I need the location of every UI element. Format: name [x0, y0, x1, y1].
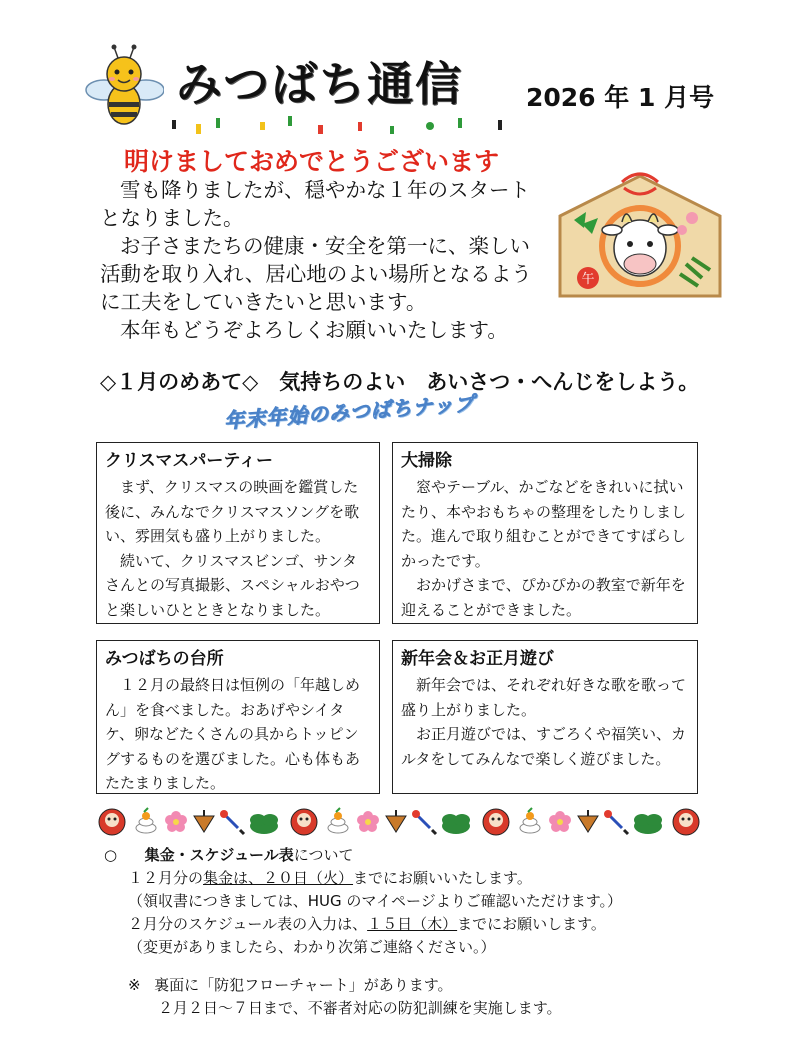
card-text: 新年会では、それぞれ好きな歌を歌って盛り上がりました。: [401, 676, 687, 719]
confetti-decoration: [168, 112, 518, 136]
card-new-year-games: [392, 640, 698, 794]
card-title: 新年会＆お正月遊び: [401, 649, 554, 669]
notice-line-1: [128, 867, 532, 890]
notice-text: までにお願いいたします。: [353, 869, 532, 887]
greeting-heading: 明けましておめでとうございます: [124, 147, 500, 176]
notice-line-4: （変更がありましたら、わかり次第ご連絡ください。）: [128, 938, 496, 956]
issue-label: 2026 年 1 月号: [526, 83, 715, 112]
card-title: クリスマスパーティー: [105, 451, 273, 471]
notice-title: 集金・スケジュール表: [144, 846, 294, 864]
greeting-text-2: お子さまたちの健康・安全を第一に、楽しい活動を取り入れ、居心地のよい場所となるように工夫をしていきたいと思います。: [100, 234, 532, 314]
note-text-1: 裏面に「防犯フローチャート」があります。: [154, 976, 453, 994]
ema-label: 午: [581, 272, 595, 287]
card-kitchen: [96, 640, 380, 794]
greeting-text-3: 本年もどうぞよろしくお願いいたします。: [120, 318, 508, 342]
schedule-deadline: １５日（木）: [367, 915, 458, 933]
notice-line-3: [128, 913, 606, 936]
bullet-icon: ○: [104, 846, 118, 864]
monthly-goal: ◇１月のめあて◇ 気持ちのよい あいさつ・へんじをしよう。: [100, 370, 700, 394]
card-big-cleaning: [392, 442, 698, 624]
card-christmas-party: [96, 442, 380, 624]
card-title: 大掃除: [401, 451, 452, 471]
card-title: みつばちの台所: [105, 649, 224, 669]
card-text: おかげさまで、ぴかぴかの教室で新年を迎えることができました。: [401, 576, 686, 619]
card-text: １２月の最終日は恒例の「年越しめん」を食べました。おあげやシイタケ、卵などたくさんの具からトッピングするものを選びました。心も体もあたたまりました。: [105, 676, 361, 792]
notice-text: ２月分のスケジュール表の入力は、: [128, 915, 368, 933]
notice-text: １２月分の: [128, 869, 204, 887]
notice-title-suffix: について: [293, 846, 354, 864]
card-text: 窓やテーブル、かごなどをきれいに拭いたり、本やおもちゃの整理をしたりしました。進んで取り組むことができてすばらしかったです。: [401, 478, 687, 570]
recap-title: 年末年始のみつばちナップ: [223, 391, 476, 433]
notice-line-2: （領収書につきましては、HUG のマイページよりご確認いただけます。）: [128, 892, 623, 910]
greeting-paragraph-3: [100, 316, 548, 344]
greeting-paragraph-1: [100, 176, 548, 232]
newsletter-title: みつばち通信: [176, 57, 464, 111]
new-year-border-decoration: [92, 804, 702, 840]
note-mark: ※: [128, 976, 141, 994]
collection-deadline: 集金は、２０日（火）: [203, 869, 354, 887]
greeting-text-1: 雪も降りましたが、穏やかな１年のスタートとなりました。: [100, 178, 530, 230]
greeting-paragraph-2: [100, 232, 548, 316]
note-line-1: [128, 974, 453, 997]
ema-plaque-illustration: [552, 166, 728, 306]
card-text: お正月遊びでは、すごろくや福笑い、カルタをしてみんなで楽しく遊びました。: [401, 725, 687, 768]
note-line-2: ２月２日～７日まで、不審者対応の防犯訓練を実施します。: [158, 999, 562, 1017]
notice-text: までにお願いします。: [457, 915, 606, 933]
notice-title-line: [104, 844, 353, 867]
card-text: まず、クリスマスの映画を鑑賞した後に、みんなでクリスマスソングを歌い、雰囲気も盛り上がりました。: [105, 478, 360, 545]
card-text: 続いて、クリスマスビンゴ、サンタさんとの写真撮影、スペシャルおやつと楽しいひとときとなりました。: [105, 551, 360, 619]
bee-illustration: [84, 44, 164, 130]
